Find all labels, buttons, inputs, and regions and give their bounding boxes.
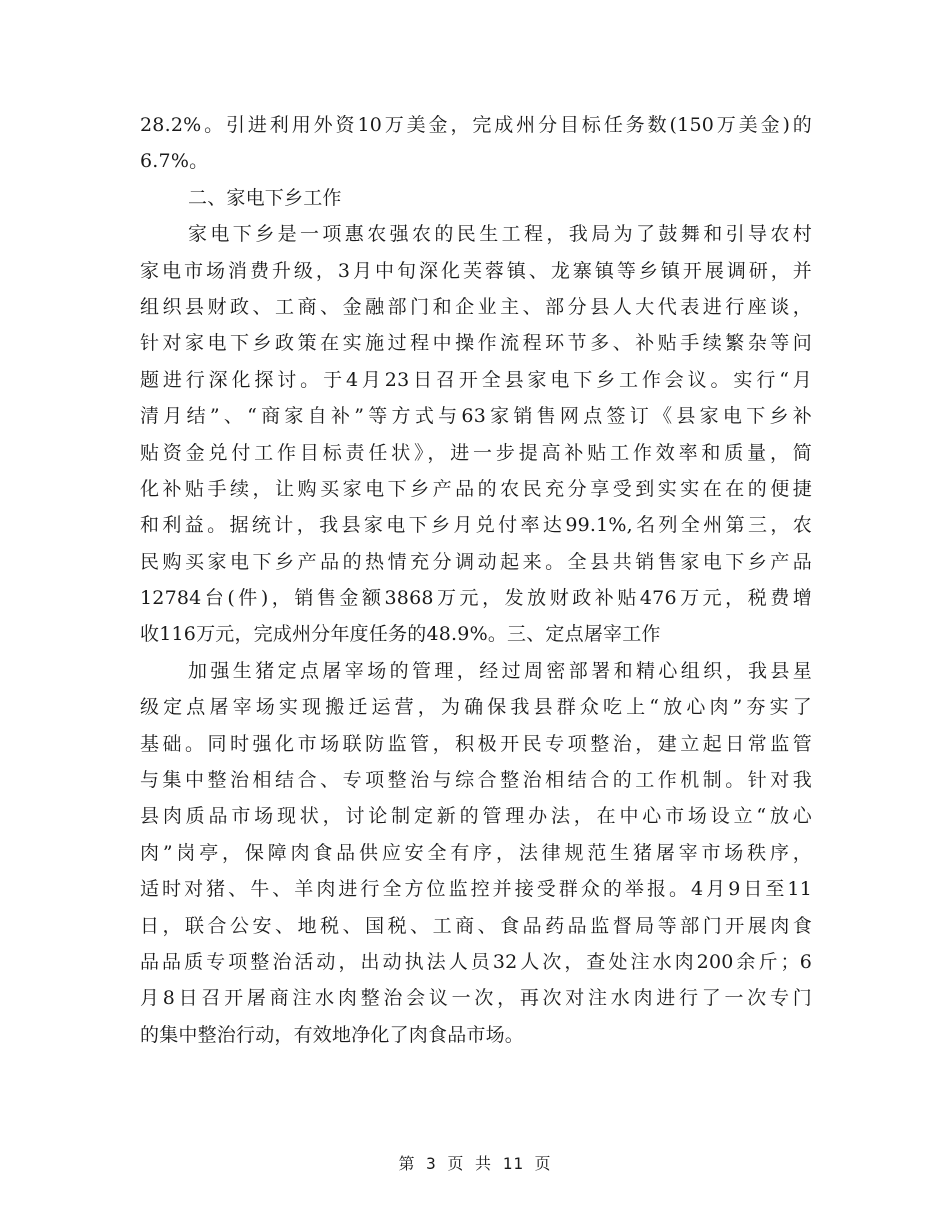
text-line: 家电下乡是一项惠农强农的民生工程，我局为了鼓舞和引导农村 [188, 223, 812, 246]
text-line: 品品质专项整治活动，出动执法人员32人次，查处注水肉200余斤；6 [140, 950, 812, 973]
text-line: 和利益。据统计，我县家电下乡月兑付率达99.1%,名列全州第三，农 [140, 514, 812, 537]
text-line: 的集中整治行动，有效地净化了肉食品市场。 [140, 1023, 525, 1046]
text-line: 收116万元，完成州分年度任务的48.9%。三、定点屠宰工作 [140, 623, 661, 646]
section-heading: 二、家电下乡工作 [188, 186, 342, 209]
text-line: 化补贴手续，让购买家电下乡产品的农民充分享受到实实在在的便捷 [140, 477, 812, 500]
text-line: 县肉质品市场现状，讨论制定新的管理办法，在中心市场设立“放心 [140, 805, 812, 828]
text-line: 肉”岗亭，保障肉食品供应安全有序，法律规范生猪屠宰市场秩序， [140, 841, 812, 864]
text-line: 日，联合公安、地税、国税、工商、食品药品监督局等部门开展肉食 [140, 914, 812, 937]
text-line: 家电市场消费升级，3月中旬深化芙蓉镇、龙寨镇等乡镇开展调研，并 [140, 259, 812, 282]
text-line: 与集中整治相结合、专项整治与综合整治相结合的工作机制。针对我 [140, 769, 812, 792]
text-line: 月8日召开屠商注水肉整治会议一次，再次对注水肉进行了一次专门 [140, 987, 812, 1010]
text-line: 12784台(件)，销售金额3868万元，发放财政补贴476万元，税费增 [140, 587, 812, 610]
text-line: 贴资金兑付工作目标责任状》，进一步提高补贴工作效率和质量，简 [140, 441, 812, 464]
text-line: 6.7%。 [140, 150, 209, 173]
text-line: 清月结”、“商家自补”等方式与63家销售网点签订《县家电下乡补 [140, 405, 812, 428]
text-line: 民购买家电下乡产品的热情充分调动起来。全县共销售家电下乡产品 [140, 550, 812, 573]
document-body [140, 107, 812, 1053]
text-line: 28.2%。引进利用外资10万美金，完成州分目标任务数(150万美金)的 [140, 114, 812, 136]
text-line: 适时对猪、牛、羊肉进行全方位监控并接受群众的举报。4月9日至11 [140, 878, 812, 901]
text-line: 针对家电下乡政策在实施过程中操作流程环节多、补贴手续繁杂等问 [140, 332, 812, 355]
text-line: 加强生猪定点屠宰场的管理，经过周密部署和精心组织，我县星 [188, 659, 812, 682]
text-line: 级定点屠宰场实现搬迁运营，为确保我县群众吃上“放心肉”夯实了 [140, 696, 812, 719]
text-line: 组织县财政、工商、金融部门和企业主、部分县人大代表进行座谈， [140, 295, 812, 318]
text-line: 题进行深化探讨。于4月23日召开全县家电下乡工作会议。实行“月 [140, 368, 812, 391]
text-line: 基础。同时强化市场联防监管，积极开民专项整治，建立起日常监管 [140, 732, 812, 755]
page-number-footer: 第 3 页 共 11 页 [398, 1154, 552, 1173]
